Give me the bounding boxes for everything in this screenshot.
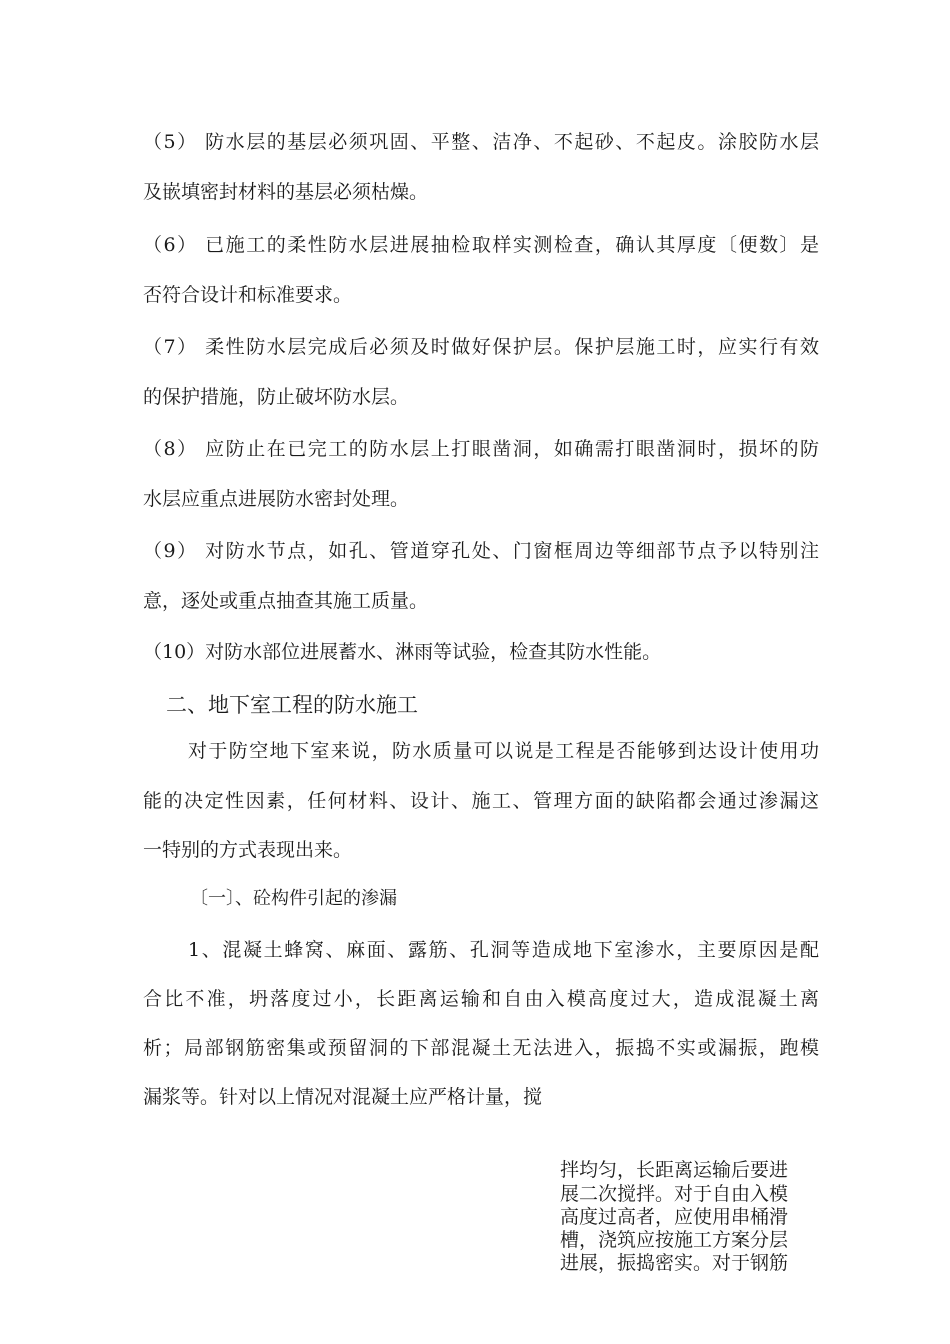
paragraph-8-line-1: （8） 应防止在已完工的防水层上打眼凿洞，如确需打眼凿洞时，损坏的防 [143,438,819,460]
column-line-1: 拌均匀，长距离运输后要进 [560,1159,789,1181]
paragraph-7-line-1: （7） 柔性防水层完成后必须及时做好保护层。保护层施工时，应实行有效 [143,336,819,358]
paragraph-10: （10）对防水部位进展蓄水、淋雨等试验，检查其防水性能。 [143,641,662,663]
intro-line-2: 能的决定性因素，任何材料、设计、施工、管理方面的缺陷都会通过渗漏这 [143,790,819,812]
paragraph-6-line-2: 否符合设计和标准要求。 [143,284,353,306]
item1-line-2: 合比不准，坍落度过小，长距离运输和自由入模高度过大，造成混凝土离 [143,988,819,1010]
column-line-3: 高度过高者，应使用串桶滑 [560,1206,789,1228]
section-heading: 二、地下室工程的防水施工 [166,693,418,717]
paragraph-7-line-2: 的保护措施，防止破坏防水层。 [143,386,410,408]
item1-line-3: 析；局部钢筋密集或预留洞的下部混凝土无法进入，振捣不实或漏振，跑模 [143,1037,819,1059]
paragraph-5-line-2: 及嵌填密封材料的基层必须枯燥。 [143,181,429,203]
paragraph-6-line-1: （6） 已施工的柔性防水层进展抽检取样实测检查，确认其厚度〔便数〕是 [143,234,819,256]
paragraph-5-line-1: （5） 防水层的基层必须巩固、平整、洁净、不起砂、不起皮。涂胶防水层 [143,131,819,153]
intro-line-3: 一特别的方式表现出来。 [143,839,353,861]
paragraph-9-line-2: 意，逐处或重点抽查其施工质量。 [143,590,429,612]
paragraph-8-line-2: 水层应重点进展防水密封处理。 [143,488,410,510]
column-line-2: 展二次搅拌。对于自由入模 [560,1183,789,1205]
column-line-5: 进展，振捣密实。对于钢筋 [560,1252,789,1274]
item1-line-1: 1、混凝土蜂窝、麻面、露筋、孔洞等造成地下室渗水，主要原因是配 [188,939,819,961]
column-line-4: 槽，浇筑应按施工方案分层 [560,1229,789,1251]
subheading: 〔一〕、砼构件引起的渗漏 [190,888,397,909]
item1-line-4: 漏浆等。针对以上情况对混凝土应严格计量，搅 [143,1086,543,1108]
intro-line-1: 对于防空地下室来说，防水质量可以说是工程是否能够到达设计使用功 [188,740,819,762]
paragraph-9-line-1: （9） 对防水节点，如孔、管道穿孔处、门窗框周边等细部节点予以特别注 [143,540,819,562]
